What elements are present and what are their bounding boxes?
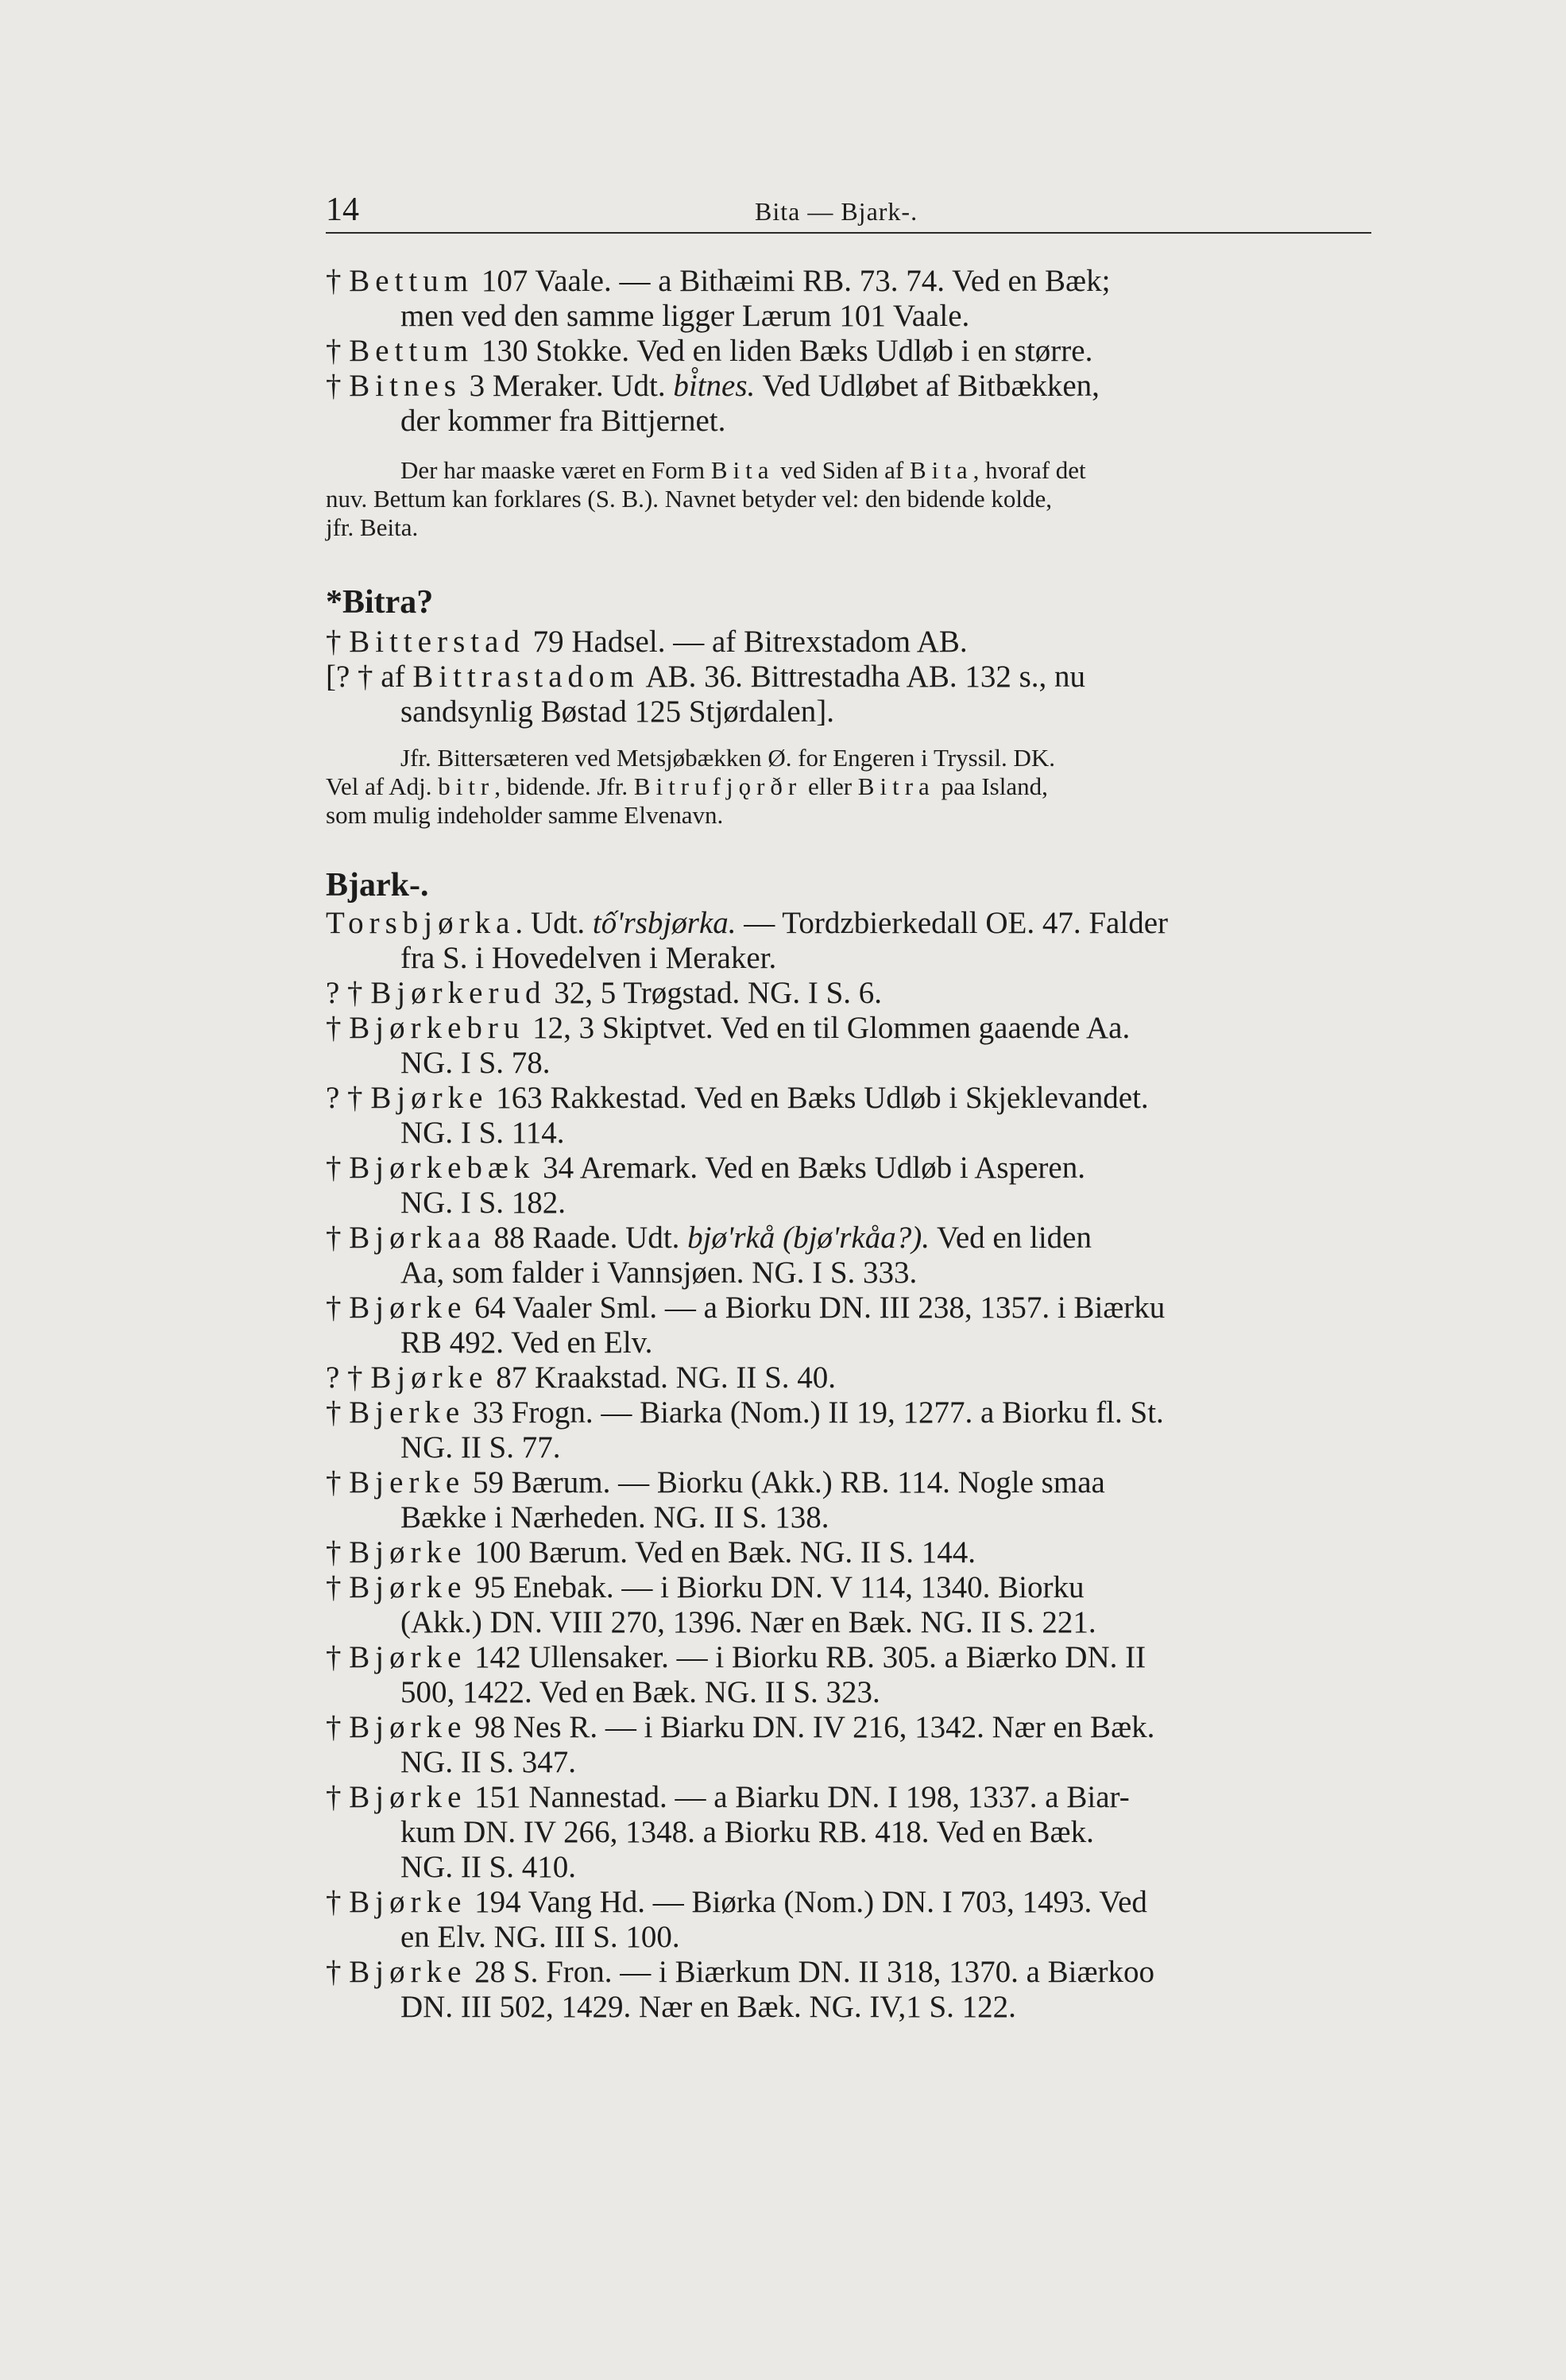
bita-note: Der har maaske været en Form Bita ved Siden af Bita, hvoraf det nuv. Bettum kan forklares (S. B.). Navnet betyder vel: den bidende kolde, jfr. Beita. — [326, 456, 1086, 541]
page-header — [326, 184, 1371, 234]
entry: † Bjørke 142 Ullensaker. — i Biorku RB. 305. a Biærko DN. II 500, 1422. Ved en Bæk. NG. II S. 323. — [326, 1640, 1146, 1709]
running-title: Bita — Bjark-. — [755, 197, 918, 226]
entry: ? † Bjørke 163 Rakkestad. Ved en Bæks Udløb i Skjeklevandet. NG. I S. 114. — [326, 1081, 1149, 1150]
entry: Torsbjørka. Udt. tố'rsbjørka. — Tordzbierkedall OE. 47. Falder fra S. i Hovedelven i Meraker. — [326, 906, 1169, 975]
entry: † Bjørkaa 88 Raade. Udt. bjø'rkå (bjø'rkåa?). Ved en liden Aa, som falder i Vannsjøen. NG. I S. 333. — [326, 1221, 1092, 1290]
entry: † Bjørkebru 12, 3 Skiptvet. Ved en til Glommen gaaende Aa. NG. I S. 78. — [326, 1011, 1131, 1080]
section-heading-bitra: *Bitra? — [326, 584, 434, 621]
entry: † Bjørke 64 Vaaler Sml. — a Biorku DN. III 238, 1357. i Biærku RB 492. Ved en Elv. — [326, 1291, 1166, 1360]
entry: ? † Bjørkerud 32, 5 Trøgstad. NG. I S. 6. — [326, 976, 883, 1010]
page-number: 14 — [326, 192, 359, 228]
entry: † Bitnes 3 Meraker. Udt. bi̊tnes. Ved Udløbet af Bitbækken, der kommer fra Bittjernet. — [326, 369, 1100, 438]
entry: † Bjørke 151 Nannestad. — a Biarku DN. I 198, 1337. a Biar- kum DN. IV 266, 1348. a Biorku RB. 418. Ved en Bæk. NG. II S. 410. — [326, 1780, 1130, 1884]
entry: † Bjørke 194 Vang Hd. — Biørka (Nom.) DN. I 703, 1493. Ved en Elv. NG. III S. 100. — [326, 1885, 1147, 1954]
bitra-entries — [326, 625, 1375, 729]
entry: [? † af Bittrastadom AB. 36. Bittrestadha AB. 132 s., nu sandsynlig Bøstad 125 Stjørdalen]. — [326, 660, 1086, 729]
bita-entries — [326, 264, 1375, 439]
entry: † Bjerke 59 Bærum. — Biorku (Akk.) RB. 114. Nogle smaa Bække i Nærheden. NG. II S. 138. — [326, 1465, 1105, 1534]
bitra-note: Jfr. Bittersæteren ved Metsjøbækken Ø. for Engeren i Tryssil. DK. Vel af Adj. bitr, bidende. Jfr. Bitrufjǫrðr eller Bitra paa Island, som mulig indeholder samme Elvenavn. — [326, 744, 1056, 829]
entry: † Bjørke 98 Nes R. — i Biarku DN. IV 216, 1342. Nær en Bæk. NG. II S. 347. — [326, 1710, 1155, 1779]
entry: † Bjørke 95 Enebak. — i Biorku DN. V 114, 1340. Biorku (Akk.) DN. VIII 270, 1396. Nær en Bæk. NG. II S. 221. — [326, 1570, 1096, 1639]
entry: † Bitterstad 79 Hadsel. — af Bitrexstadom AB. — [326, 625, 968, 659]
bjark-entries — [326, 906, 1375, 2025]
entry: † Bjørkebæk 34 Aremark. Ved en Bæks Udløb i Asperen. NG. I S. 182. — [326, 1151, 1085, 1220]
entry: ? † Bjørke 87 Kraakstad. NG. II S. 40. — [326, 1360, 837, 1395]
entry: † Bjørke 28 S. Fron. — i Biærkum DN. II 318, 1370. a Biærkoo DN. III 502, 1429. Nær en Bæk. NG. IV,1 S. 122. — [326, 1955, 1155, 2024]
section-heading-bjark: Bjark-. — [326, 867, 429, 904]
entry: † Bjerke 33 Frogn. — Biarka (Nom.) II 19, 1277. a Biorku fl. St. NG. II S. 77. — [326, 1395, 1164, 1465]
entry: † Bettum 130 Stokke. Ved en liden Bæks Udløb i en større. — [326, 334, 1093, 368]
entry: † Bettum 107 Vaale. — a Bithæimi RB. 73. 74. Ved en Bæk; men ved den samme ligger Lærum 101 Vaale. — [326, 264, 1111, 333]
entry: † Bjørke 100 Bærum. Ved en Bæk. NG. II S. 144. — [326, 1535, 976, 1569]
